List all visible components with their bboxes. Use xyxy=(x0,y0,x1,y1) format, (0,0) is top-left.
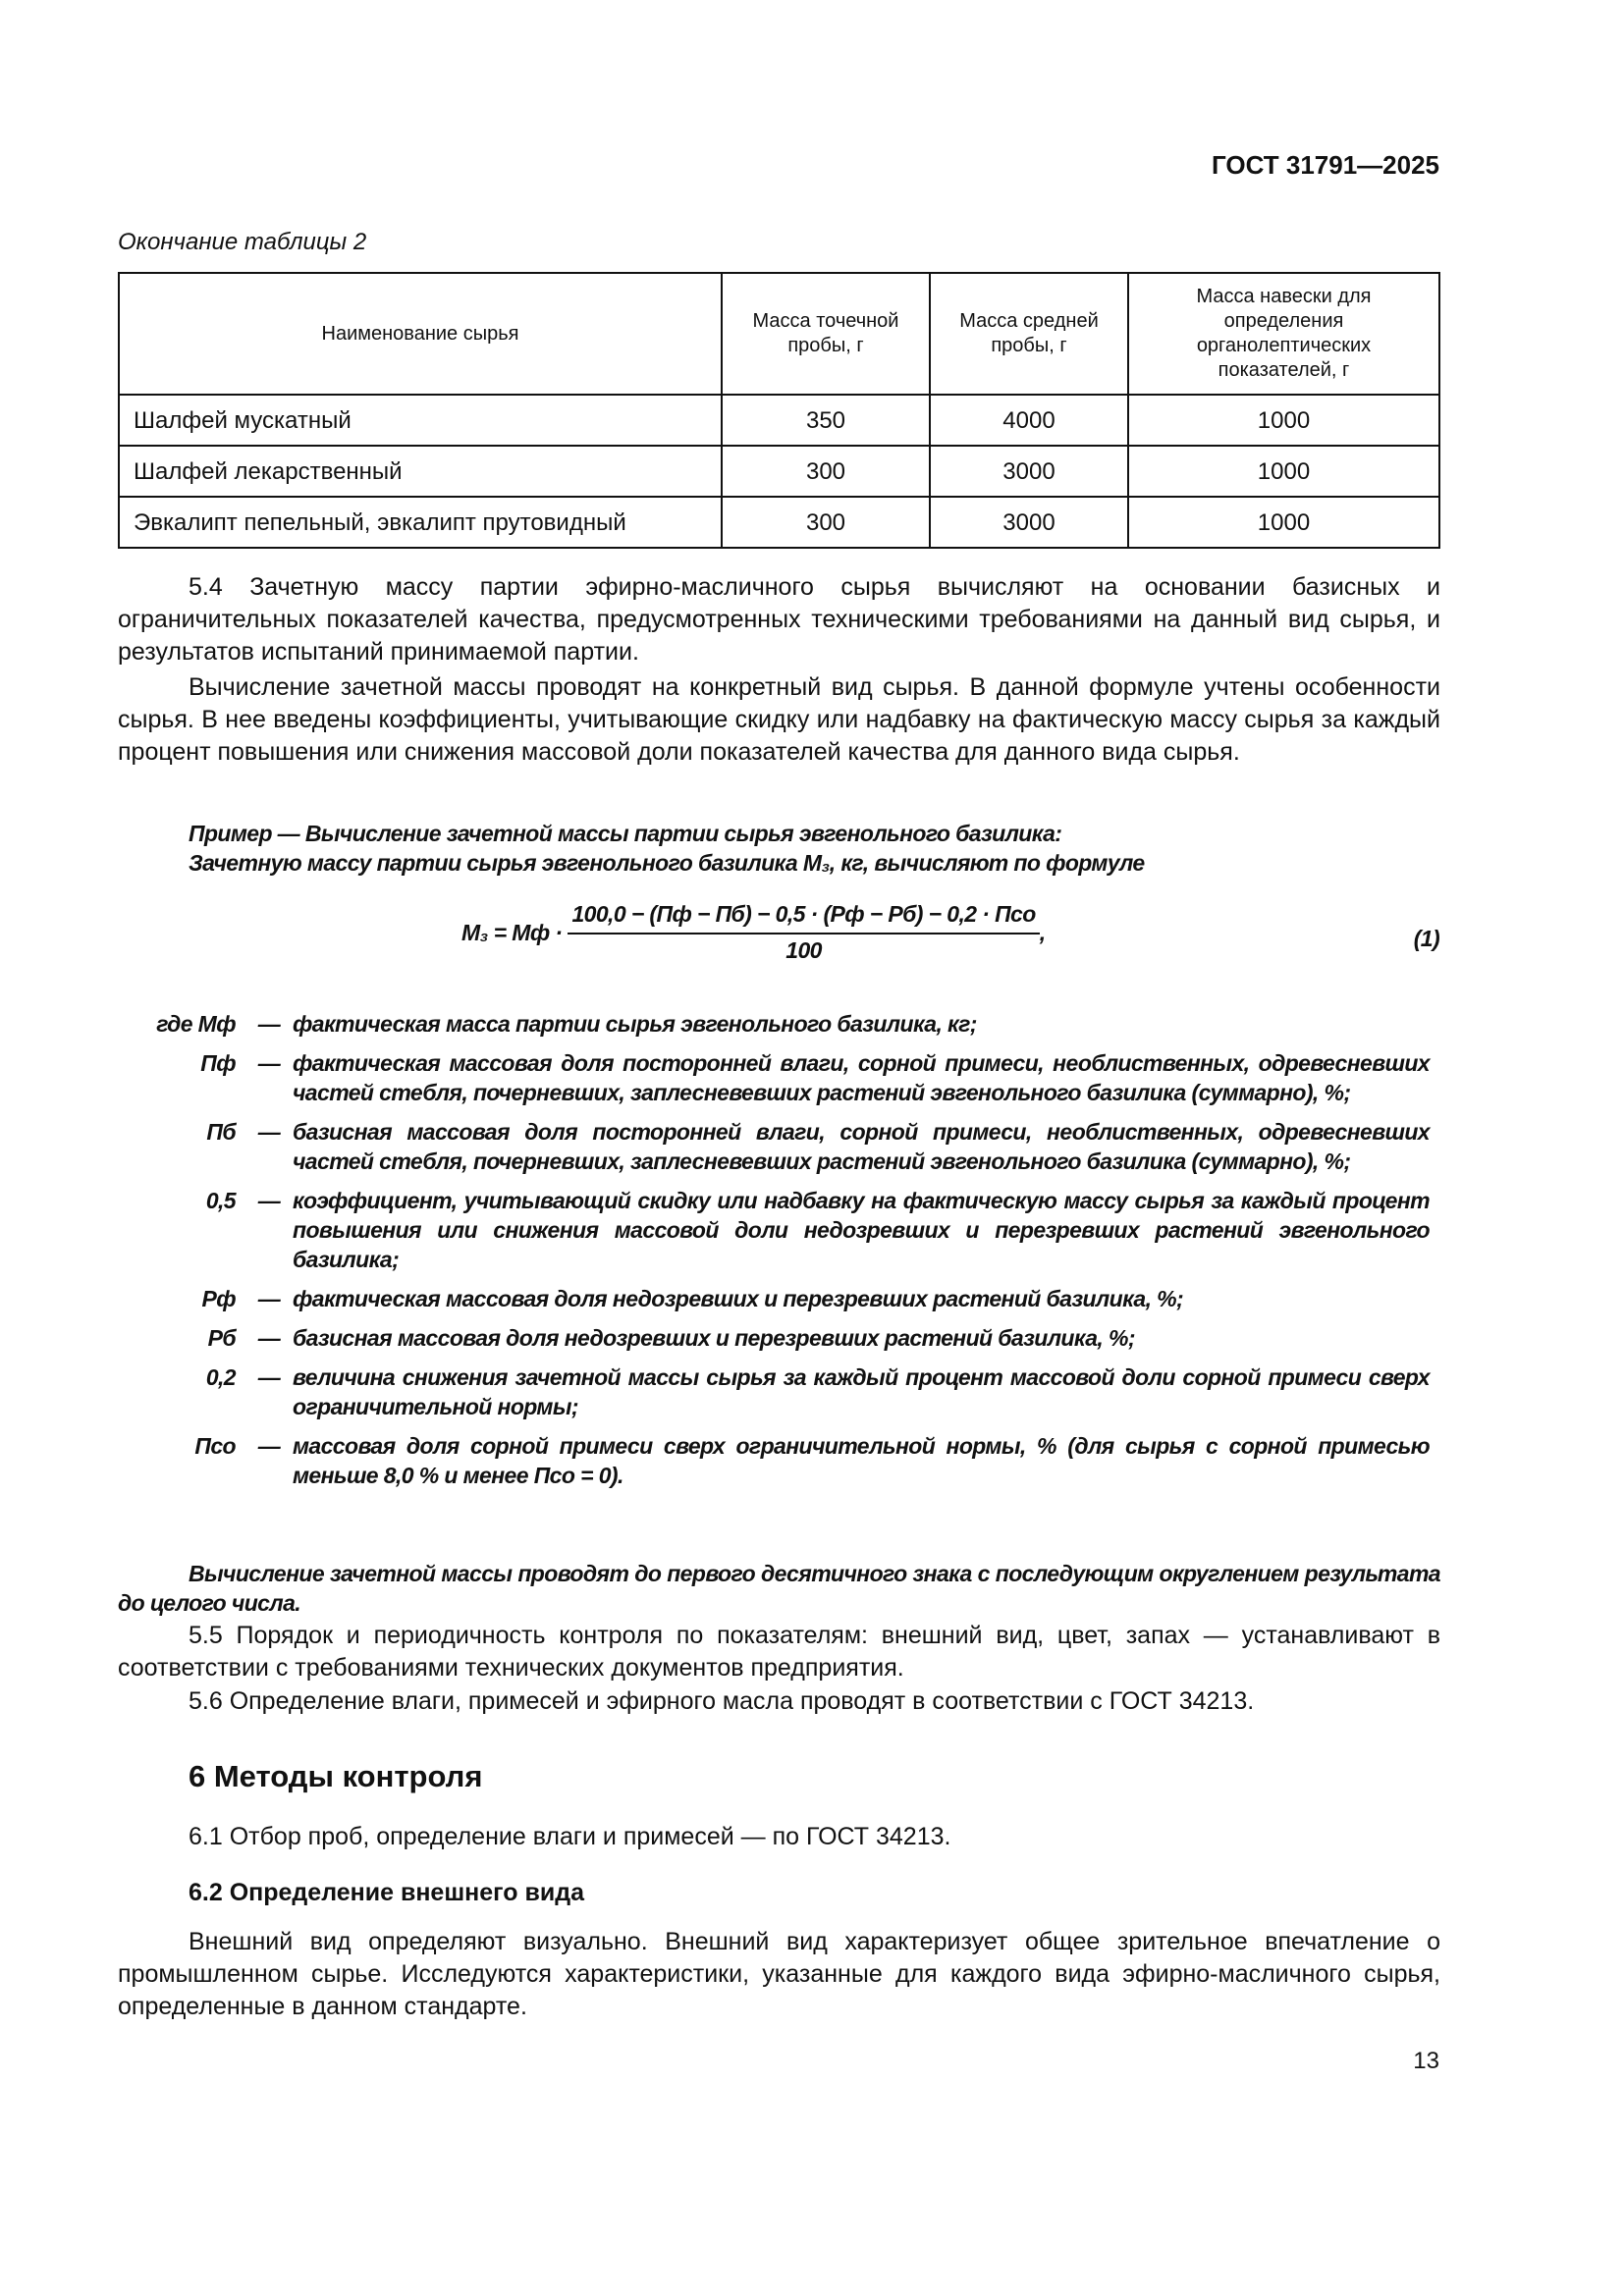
definition-text: фактическая массовая доля недозревших и перезревших растений базилика, %; xyxy=(293,1286,1184,1311)
definition-term: Пб xyxy=(206,1119,236,1145)
definition-term: Рф xyxy=(201,1286,236,1311)
dash: — xyxy=(257,1119,281,1145)
table-cell: 300 xyxy=(722,446,930,497)
definition-item xyxy=(118,1323,1430,1353)
definition-term: где Mф xyxy=(156,1011,236,1037)
definition-text: массовая доля сорной примеси сверх ограничительной нормы, % (для сырья с сорной примесью меньше 8,0 % и менее Псо = 0). xyxy=(293,1433,1430,1488)
table-cell: 1000 xyxy=(1128,497,1439,548)
definition-text: коэффициент, учитывающий скидку или надбавку на фактическую массу сырья за каждый процент повышения или снижения массовой доли недозревших и перезревших растений эвгенольного базилика; xyxy=(293,1188,1430,1272)
definition-term: Рб xyxy=(207,1325,236,1351)
formula-lhs: M₃ = Mф · xyxy=(461,919,563,945)
dash: — xyxy=(257,1433,281,1459)
table-cell: Шалфей мускатный xyxy=(119,395,722,446)
table-cell: 3000 xyxy=(930,497,1128,548)
rounding-note: Вычисление зачетной массы проводят до первого десятичного знака с последующим округлением результата до целого числа. xyxy=(118,1561,1440,1616)
example-title: Пример — Вычисление зачетной массы партии сырья эвгенольного базилика: xyxy=(189,821,1062,846)
column-header: Масса средней пробы, г xyxy=(930,273,1128,395)
table-cell: 350 xyxy=(722,395,930,446)
table-cell: 3000 xyxy=(930,446,1128,497)
definition-item xyxy=(118,1117,1430,1176)
definition-item xyxy=(118,1009,1430,1039)
definition-item xyxy=(118,1048,1430,1107)
definition-term: 0,5 xyxy=(205,1188,236,1213)
dash: — xyxy=(257,1364,281,1390)
definition-item xyxy=(118,1284,1430,1313)
document-id: ГОСТ 31791—2025 xyxy=(1212,150,1439,180)
paragraph-calculation: Вычисление зачетной массы проводят на конкретный вид сырья. В данной формуле учтены особенности сырья. В нее введены коэффициенты, учитывающие скидку или надбавку на фактическую массу сырья за каждый процент повышения или снижения массовой доли показателей качества для данного вида сырья. xyxy=(118,673,1440,766)
definition-text: фактическая массовая доля посторонней влаги, сорной примеси, необлиственных, одревесневших частей стебля, почерневших, заплесневевших растений эвгенольного базилика (суммарно), %; xyxy=(293,1050,1430,1105)
table-row xyxy=(119,395,1439,446)
paragraph-5-6: 5.6 Определение влаги, примесей и эфирного масла проводят в соответствии с ГОСТ 34213. xyxy=(189,1687,1255,1715)
table-cell: 1000 xyxy=(1128,395,1439,446)
definition-item xyxy=(118,1431,1430,1490)
definition-item xyxy=(118,1186,1430,1274)
dash: — xyxy=(257,1325,281,1351)
definition-text: базисная массовая доля недозревших и перезревших растений базилика, %; xyxy=(293,1325,1135,1351)
data-table xyxy=(118,272,1440,549)
definition-term: 0,2 xyxy=(205,1364,236,1390)
formula-denominator: 100 xyxy=(785,937,822,963)
table-caption: Окончание таблицы 2 xyxy=(118,229,367,255)
column-header: Масса навески для определения органолептических показателей, г xyxy=(1128,273,1439,395)
table-cell: 4000 xyxy=(930,395,1128,446)
example-text: Зачетную массу партии сырья эвгенольного базилика М₃, кг, вычисляют по формуле xyxy=(189,850,1145,876)
paragraph-6-2: Внешний вид определяют визуально. Внешний вид характеризует общее зрительное впечатление о промышленном сырье. Исследуются характеристики, указанные для каждого вида эфирно-масличного сырья, определенные в данном стандарте. xyxy=(118,1928,1440,2020)
definition-term: Пф xyxy=(200,1050,236,1076)
definition-text: величина снижения зачетной массы сырья за каждый процент массовой доли сорной примеси сверх ограничительной нормы; xyxy=(293,1364,1430,1419)
column-header: Масса точечной пробы, г xyxy=(722,273,930,395)
definition-term: Псо xyxy=(194,1433,236,1459)
section-heading-6-2: 6.2 Определение внешнего вида xyxy=(189,1879,584,1906)
dash: — xyxy=(257,1050,281,1076)
definition-text: базисная массовая доля посторонней влаги, сорной примеси, необлиственных, одревесневших частей стебля, почерневших, заплесневевших растений эвгенольного базилика (суммарно), %; xyxy=(293,1119,1430,1174)
paragraph-6-1: 6.1 Отбор проб, определение влаги и примесей — по ГОСТ 34213. xyxy=(189,1823,951,1850)
dash: — xyxy=(257,1286,281,1311)
table-cell: Эвкалипт пепельный, эвкалипт прутовидный xyxy=(119,497,722,548)
definitions-list xyxy=(118,1009,1430,1500)
definition-item xyxy=(118,1362,1430,1421)
formula xyxy=(461,898,1045,967)
table-header-row xyxy=(119,273,1439,395)
dash: — xyxy=(257,1188,281,1213)
table-cell: Шалфей лекарственный xyxy=(119,446,722,497)
formula-tail: , xyxy=(1039,919,1046,945)
table-row xyxy=(119,446,1439,497)
paragraph-5-4: 5.4 Зачетную массу партии эфирно-масличного сырья вычисляют на основании базисных и ограничительных показателей качества, предусмотренных техническими требованиями на данный вид сырья, и результатов испытаний принимаемой партии. xyxy=(118,573,1440,666)
dash: — xyxy=(257,1011,281,1037)
formula-number: (1) xyxy=(1413,926,1439,951)
section-heading-6: 6 Методы контроля xyxy=(189,1759,483,1793)
formula-fraction xyxy=(568,898,1039,967)
table-cell: 1000 xyxy=(1128,446,1439,497)
paragraph-5-5: 5.5 Порядок и периодичность контроля по показателям: внешний вид, цвет, запах — устанавливают в соответствии с требованиями технических документов предприятия. xyxy=(118,1622,1440,1682)
table-cell: 300 xyxy=(722,497,930,548)
page-number: 13 xyxy=(1413,2048,1439,2074)
column-header: Наименование сырья xyxy=(119,273,722,395)
table-row xyxy=(119,497,1439,548)
formula-numerator: 100,0 − (Пф − Пб) − 0,5 · (Рф − Рб) − 0,2 · Псо xyxy=(568,898,1039,934)
definition-text: фактическая масса партии сырья эвгенольного базилика, кг; xyxy=(293,1011,977,1037)
